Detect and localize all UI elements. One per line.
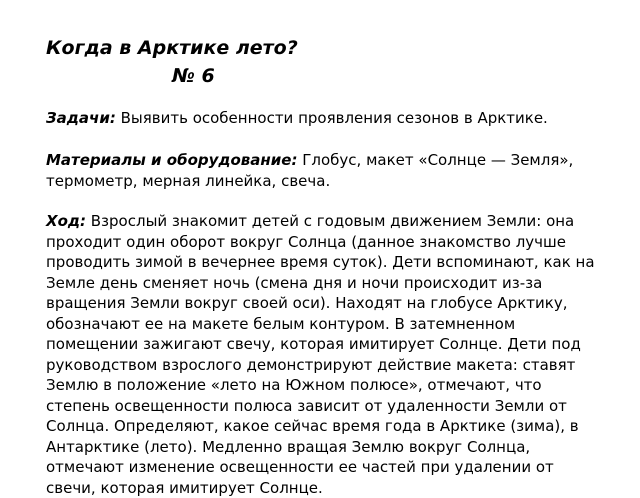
tasks-paragraph [46, 108, 606, 129]
materials-paragraph [46, 150, 606, 191]
course-label: Ход: [46, 212, 86, 230]
course-paragraph [46, 211, 606, 498]
document-title: Когда в Арктике лето? [46, 37, 298, 59]
materials-label: Материалы и оборудование: [46, 151, 298, 169]
tasks-text: Выявить особенности проявления сезонов в Арктике. [120, 109, 548, 127]
materials-text: Глобус, макет «Солнце — Земля», термометр, мерная линейка, свеча. [46, 151, 574, 190]
tasks-label: Задачи: [46, 109, 116, 127]
task-number: № 6 [172, 65, 215, 87]
course-text: Взрослый знакомит детей с годовым движением Земли: она проходит один оборот вокруг Солнца (данное знакомство лучше проводить зимой в вечернее время суток). Дети вспоминают, как на Земле день сменяет ночь (смена дня и ночи происходит из-за вращения Земли вокруг своей оси). Находят на глобусе Арктику, обозначают ее на макете белым контуром. В затемненном помещении зажигают свечу, которая имитирует Солнце. Дети под руководством взрослого демонстрируют действие макета: ставят Землю в положение «лето на Южном полюсе», отмечают, что степень освещенности полюса зависит от удаленности Земли от Солнца. Определяют, какое сейчас время года в Арктике (зима), в Антарктике (лето). Медленно вращая Землю вокруг Солнца, отмечают изменение освещенности ее частей при удалении от свечи, которая имитирует Солнце. [46, 212, 595, 497]
